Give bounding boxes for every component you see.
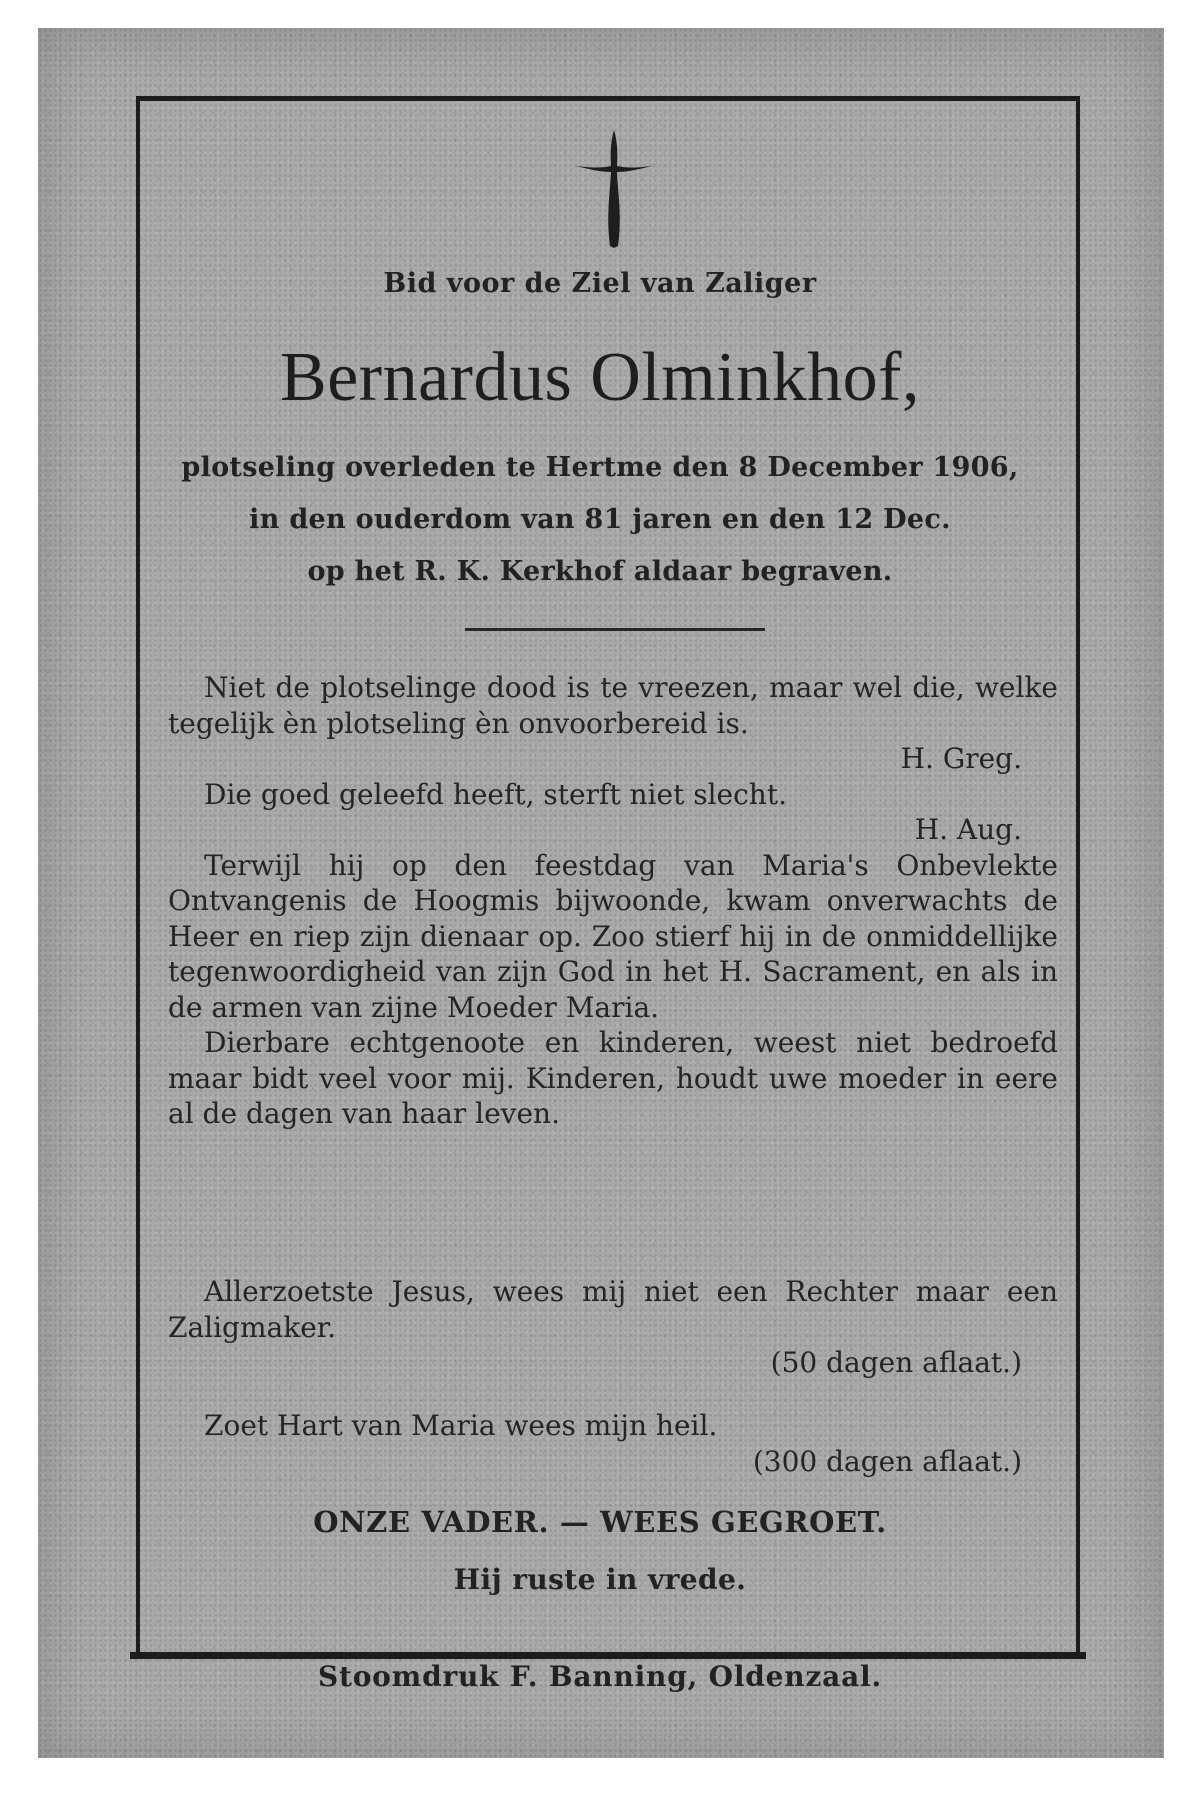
quote-augustine-attribution: H. Aug. (914, 813, 1022, 846)
quote-gregory: Niet de plotselinge dood is te vreezen, maar wel die, welke tegelijk èn plotseling èn onvoorbereid is. (168, 671, 1058, 740)
farewell-paragraph: Dierbare echtgenoote en kinderen, weest niet bedroefd maar bidt veel voor mij. Kinderen, houdt uwe moeder in eere al de dagen van haar leven. (168, 1026, 1058, 1130)
printer-imprint: Stoomdruk F. Banning, Oldenzaal. (317, 1660, 883, 1693)
quote-augustine: Die goed geleefd heeft, sterft niet slecht. (204, 777, 787, 811)
indulgence-note: (50 dagen aflaat.) (770, 1346, 1022, 1379)
prayer-request-heading: Bid voor de Ziel van Zaliger (383, 268, 817, 299)
section-divider (465, 628, 765, 631)
closing-prayers: ONZE VADER. — WEES GEGROET. (313, 1505, 887, 1539)
death-notice-line: plotseling overleden te Hertme den 8 December 1906, (181, 452, 1019, 483)
meditation-text (168, 670, 1058, 1132)
card-border-bottom-rule (130, 1652, 1086, 1659)
ejaculation-block-2 (168, 1408, 1058, 1479)
deceased-name: Bernardus Olminkhof, (280, 339, 920, 416)
ejaculation-text: Zoet Hart van Maria wees mijn heil. (204, 1409, 718, 1442)
ejaculation-text: Allerzoetste Jesus, wees mij niet een Rechter maar een Zaligmaker. (168, 1275, 1058, 1344)
rest-in-peace-line: Hij ruste in vrede. (453, 1563, 747, 1596)
quote-gregory-attribution: H. Greg. (900, 742, 1022, 775)
indulgence-note: (300 dagen aflaat.) (752, 1444, 1022, 1478)
cross-icon (574, 128, 654, 248)
ejaculation-block-1 (168, 1274, 1058, 1381)
death-notice-line: in den ouderdom van 81 jaren en den 12 Dec. (249, 504, 951, 535)
death-notice-line: op het R. K. Kerkhof aldaar begraven. (307, 556, 893, 587)
death-account-paragraph: Terwijl hij op den feestdag van Maria's Onbevlekte Ontvangenis de Hoogmis bijwoonde, kwam onverwachts de Heer en riep zijn dienaar op. Zoo stierf hij in de onmiddellijke tegenwoordigheid van zijn God in het H. Sacrament, en als in de armen van zijne Moeder Maria. (168, 848, 1058, 1024)
